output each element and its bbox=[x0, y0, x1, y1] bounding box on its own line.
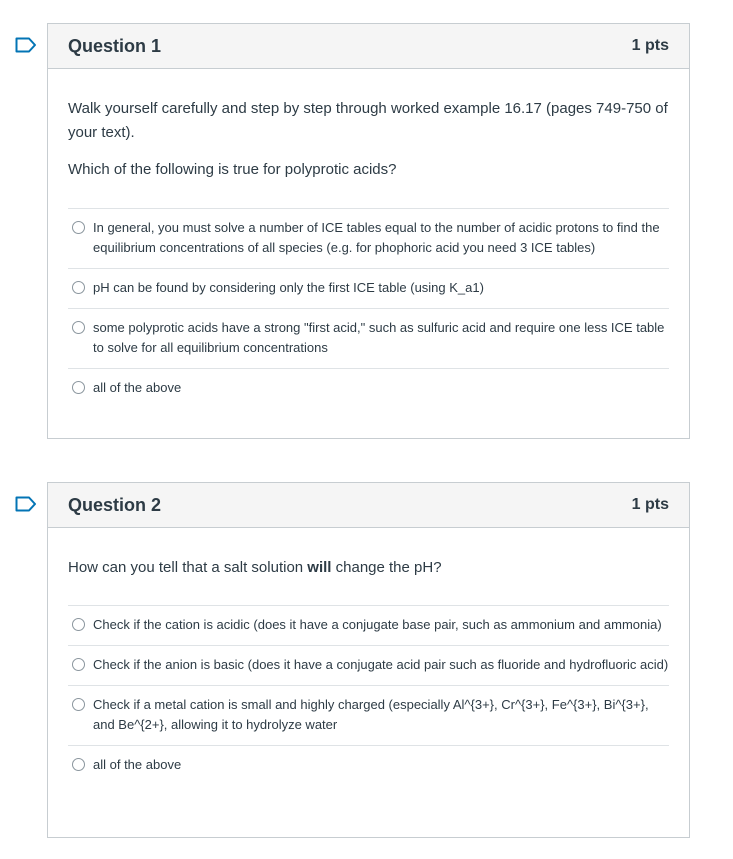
answer-option[interactable] bbox=[68, 645, 669, 685]
answer-option[interactable] bbox=[68, 268, 669, 308]
question-points: 1 pts bbox=[631, 496, 669, 513]
prompt-text-start: How can you tell that a salt solution bbox=[68, 559, 308, 576]
radio-button[interactable] bbox=[72, 281, 85, 294]
answer-list bbox=[68, 605, 669, 785]
question-header bbox=[48, 24, 689, 69]
answer-option[interactable] bbox=[68, 368, 669, 408]
flag-question-icon[interactable] bbox=[15, 37, 37, 53]
question-1-card bbox=[47, 23, 690, 439]
answer-option[interactable] bbox=[68, 745, 669, 785]
answer-label[interactable]: pH can be found by considering only the first ICE table (using K_a1) bbox=[93, 280, 484, 295]
answer-list bbox=[68, 208, 669, 408]
prompt-text-emphasis: will bbox=[307, 559, 332, 576]
answer-option[interactable] bbox=[68, 605, 669, 645]
question-header bbox=[48, 483, 689, 528]
radio-button[interactable] bbox=[72, 321, 85, 334]
question-title: Question 2 bbox=[68, 494, 162, 515]
answer-option[interactable] bbox=[68, 208, 669, 268]
question-instruction: Walk yourself carefully and step by step through worked example 16.17 (pages 749-750 of your text). bbox=[68, 100, 668, 141]
question-points: 1 pts bbox=[631, 37, 669, 54]
radio-button[interactable] bbox=[72, 381, 85, 394]
radio-button[interactable] bbox=[72, 698, 85, 711]
question-text bbox=[68, 69, 669, 182]
radio-button[interactable] bbox=[72, 618, 85, 631]
question-title: Question 1 bbox=[68, 35, 162, 56]
radio-button[interactable] bbox=[72, 658, 85, 671]
radio-button[interactable] bbox=[72, 221, 85, 234]
answer-label[interactable]: all of the above bbox=[93, 380, 182, 395]
question-prompt: Which of the following is true for polyprotic acids? bbox=[68, 161, 397, 178]
question-text bbox=[68, 528, 669, 580]
radio-button[interactable] bbox=[72, 758, 85, 771]
answer-option[interactable] bbox=[68, 685, 669, 745]
prompt-text-end: change the pH? bbox=[331, 559, 442, 576]
answer-option[interactable] bbox=[68, 308, 669, 368]
answer-label[interactable]: Check if the cation is acidic (does it have a conjugate base pair, such as ammonium and ammonia) bbox=[93, 617, 662, 632]
answer-label[interactable]: In general, you must solve a number of ICE tables equal to the number of acidic protons to find the equilibrium concentrations of all species (e.g. for phophoric acid you need 3 ICE tables) bbox=[93, 220, 660, 255]
answer-label[interactable]: Check if a metal cation is small and highly charged (especially Al^{3+}, Cr^{3+}, Fe^{3+}, Bi^{3+}, and Be^{2+}, allowing it to hydrolyze water bbox=[93, 697, 649, 732]
answer-label[interactable]: Check if the anion is basic (does it have a conjugate acid pair such as fluoride and hydrofluoric acid) bbox=[93, 657, 669, 672]
answer-label[interactable]: some polyprotic acids have a strong "first acid," such as sulfuric acid and require one less ICE table to solve for all equilibrium concentrations bbox=[93, 320, 665, 355]
question-prompt bbox=[68, 556, 669, 580]
answer-label[interactable]: all of the above bbox=[93, 757, 182, 772]
flag-question-icon[interactable] bbox=[15, 496, 37, 512]
question-2-card bbox=[47, 482, 690, 838]
